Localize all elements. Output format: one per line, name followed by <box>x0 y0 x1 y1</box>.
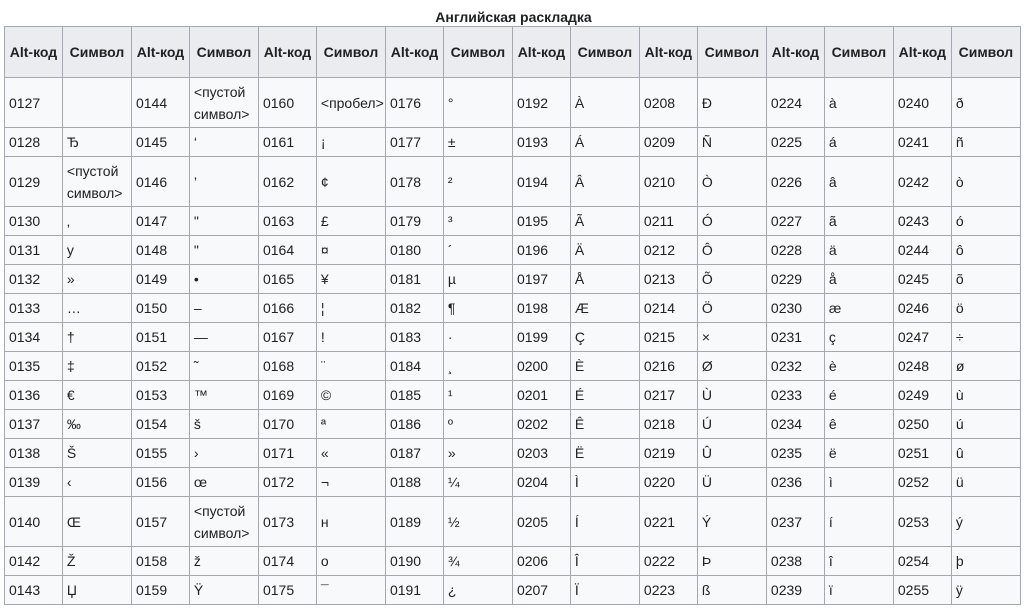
symbol-cell: ù <box>951 381 1020 410</box>
column-header-symbol: Символ <box>697 27 766 78</box>
alt-code-cell: 0165 <box>258 265 316 294</box>
symbol-cell: Á <box>570 128 639 157</box>
alt-code-cell: 0225 <box>766 128 824 157</box>
symbol-cell: £ <box>316 207 385 236</box>
symbol-cell: µ <box>443 265 512 294</box>
symbol-cell: á <box>824 128 893 157</box>
alt-code-cell: 0193 <box>512 128 570 157</box>
symbol-cell: Â <box>570 157 639 207</box>
table-row <box>5 410 1021 439</box>
symbol-cell: å <box>824 265 893 294</box>
symbol-cell: ã <box>824 207 893 236</box>
symbol-cell: — <box>189 323 258 352</box>
alt-code-cell: 0161 <box>258 128 316 157</box>
alt-code-cell: 0163 <box>258 207 316 236</box>
symbol-cell: ¼ <box>443 468 512 497</box>
alt-code-cell: 0199 <box>512 323 570 352</box>
symbol-cell: Ü <box>697 468 766 497</box>
alt-code-cell: 0252 <box>893 468 951 497</box>
symbol-cell: ± <box>443 128 512 157</box>
symbol-cell: Ì <box>570 468 639 497</box>
symbol-cell: у <box>62 236 131 265</box>
table-row <box>5 547 1021 576</box>
alt-code-cell: 0210 <box>639 157 697 207</box>
alt-code-cell: 0215 <box>639 323 697 352</box>
symbol-cell: ÿ <box>951 576 1020 605</box>
alt-code-cell: 0175 <box>258 576 316 605</box>
alt-code-cell: 0232 <box>766 352 824 381</box>
table-row <box>5 128 1021 157</box>
symbol-cell: » <box>443 439 512 468</box>
alt-code-cell: 0241 <box>893 128 951 157</box>
symbol-cell: ‚ <box>62 207 131 236</box>
column-header-alt-code: Alt-код <box>766 27 824 78</box>
alt-code-cell: 0181 <box>385 265 443 294</box>
alt-code-cell: 0156 <box>131 468 189 497</box>
symbol-cell: « <box>316 439 385 468</box>
alt-code-cell: 0139 <box>5 468 63 497</box>
alt-code-cell: 0187 <box>385 439 443 468</box>
alt-code-cell: 0189 <box>385 497 443 547</box>
table-row <box>5 497 1021 547</box>
alt-code-cell: 0248 <box>893 352 951 381</box>
alt-code-cell: 0197 <box>512 265 570 294</box>
alt-code-cell: 0239 <box>766 576 824 605</box>
symbol-cell: ¾ <box>443 547 512 576</box>
symbol-cell: © <box>316 381 385 410</box>
alt-code-cell: 0180 <box>385 236 443 265</box>
symbol-cell: œ <box>189 468 258 497</box>
symbol-cell: • <box>189 265 258 294</box>
table-row <box>5 468 1021 497</box>
alt-code-cell: 0146 <box>131 157 189 207</box>
alt-code-cell: 0218 <box>639 410 697 439</box>
symbol-cell <box>62 78 131 128</box>
symbol-cell: ‰ <box>62 410 131 439</box>
symbol-cell: € <box>62 381 131 410</box>
alt-code-cell: 0224 <box>766 78 824 128</box>
alt-code-cell: 0235 <box>766 439 824 468</box>
symbol-cell: ï <box>824 576 893 605</box>
symbol-cell: <пустой символ> <box>189 78 258 128</box>
alt-code-cell: 0135 <box>5 352 63 381</box>
symbol-cell: Ï <box>570 576 639 605</box>
column-header-alt-code: Alt-код <box>639 27 697 78</box>
table-row <box>5 78 1021 128</box>
table-row <box>5 576 1021 605</box>
alt-code-cell: 0249 <box>893 381 951 410</box>
column-header-symbol: Символ <box>316 27 385 78</box>
symbol-cell: ¥ <box>316 265 385 294</box>
alt-code-cell: 0194 <box>512 157 570 207</box>
alt-code-cell: 0204 <box>512 468 570 497</box>
header-row <box>5 27 1021 78</box>
alt-code-cell: 0245 <box>893 265 951 294</box>
symbol-cell: Ã <box>570 207 639 236</box>
alt-code-cell: 0227 <box>766 207 824 236</box>
symbol-cell: ¦ <box>316 294 385 323</box>
alt-code-cell: 0144 <box>131 78 189 128</box>
symbol-cell: Š <box>62 439 131 468</box>
symbol-cell: ç <box>824 323 893 352</box>
symbol-cell: ¬ <box>316 468 385 497</box>
alt-code-cell: 0246 <box>893 294 951 323</box>
alt-code-cell: 0255 <box>893 576 951 605</box>
symbol-cell: ø <box>951 352 1020 381</box>
symbol-cell: » <box>62 265 131 294</box>
column-header-alt-code: Alt-код <box>131 27 189 78</box>
alt-code-cell: 0209 <box>639 128 697 157</box>
column-header-alt-code: Alt-код <box>385 27 443 78</box>
alt-code-cell: 0169 <box>258 381 316 410</box>
alt-code-cell: 0184 <box>385 352 443 381</box>
alt-code-cell: 0205 <box>512 497 570 547</box>
alt-code-cell: 0236 <box>766 468 824 497</box>
column-header-symbol: Символ <box>951 27 1020 78</box>
symbol-cell: Ù <box>697 381 766 410</box>
symbol-cell: š <box>189 410 258 439</box>
symbol-cell: è <box>824 352 893 381</box>
alt-code-cell: 0167 <box>258 323 316 352</box>
alt-code-cell: 0131 <box>5 236 63 265</box>
symbol-cell: <пробел> <box>316 78 385 128</box>
alt-code-cell: 0179 <box>385 207 443 236</box>
column-header-alt-code: Alt-код <box>893 27 951 78</box>
alt-code-cell: 0198 <box>512 294 570 323</box>
column-header-alt-code: Alt-код <box>512 27 570 78</box>
alt-code-cell: 0186 <box>385 410 443 439</box>
alt-code-cell: 0148 <box>131 236 189 265</box>
symbol-cell: ¨ <box>316 352 385 381</box>
symbol-cell: ½ <box>443 497 512 547</box>
alt-code-cell: 0238 <box>766 547 824 576</box>
alt-code-cell: 0155 <box>131 439 189 468</box>
alt-code-cell: 0242 <box>893 157 951 207</box>
symbol-cell: ñ <box>951 128 1020 157</box>
alt-code-cell: 0200 <box>512 352 570 381</box>
symbol-cell: ý <box>951 497 1020 547</box>
symbol-cell: ß <box>697 576 766 605</box>
symbol-cell: õ <box>951 265 1020 294</box>
symbol-cell: ° <box>443 78 512 128</box>
column-header-symbol: Символ <box>824 27 893 78</box>
alt-code-cell: 0127 <box>5 78 63 128</box>
alt-code-cell: 0237 <box>766 497 824 547</box>
symbol-cell: Æ <box>570 294 639 323</box>
alt-code-cell: 0151 <box>131 323 189 352</box>
symbol-cell: – <box>189 294 258 323</box>
symbol-cell: ü <box>951 468 1020 497</box>
symbol-cell: ¢ <box>316 157 385 207</box>
symbol-cell: ! <box>316 323 385 352</box>
alt-code-cell: 0133 <box>5 294 63 323</box>
symbol-cell: Ë <box>570 439 639 468</box>
alt-code-cell: 0159 <box>131 576 189 605</box>
alt-code-cell: 0164 <box>258 236 316 265</box>
alt-code-cell: 0160 <box>258 78 316 128</box>
alt-code-cell: 0233 <box>766 381 824 410</box>
alt-code-cell: 0132 <box>5 265 63 294</box>
alt-code-cell: 0223 <box>639 576 697 605</box>
symbol-cell: Õ <box>697 265 766 294</box>
alt-code-cell: 0253 <box>893 497 951 547</box>
symbol-cell: ê <box>824 410 893 439</box>
symbol-cell: Ž <box>62 547 131 576</box>
alt-code-cell: 0192 <box>512 78 570 128</box>
symbol-cell: â <box>824 157 893 207</box>
symbol-cell: ‹ <box>62 468 131 497</box>
alt-code-cell: 0217 <box>639 381 697 410</box>
alt-code-cell: 0170 <box>258 410 316 439</box>
alt-code-cell: 0145 <box>131 128 189 157</box>
alt-code-cell: 0191 <box>385 576 443 605</box>
column-header-symbol: Символ <box>62 27 131 78</box>
symbol-cell: È <box>570 352 639 381</box>
alt-code-cell: 0149 <box>131 265 189 294</box>
symbol-cell: ó <box>951 207 1020 236</box>
symbol-cell: <пустой символ> <box>62 157 131 207</box>
alt-code-cell: 0196 <box>512 236 570 265</box>
alt-code-cell: 0190 <box>385 547 443 576</box>
symbol-cell: ˜ <box>189 352 258 381</box>
alt-code-cell: 0174 <box>258 547 316 576</box>
alt-code-cell: 0206 <box>512 547 570 576</box>
symbol-cell: ÷ <box>951 323 1020 352</box>
symbol-cell: ä <box>824 236 893 265</box>
symbol-cell: × <box>697 323 766 352</box>
symbol-cell: ð <box>951 78 1020 128</box>
table-row <box>5 207 1021 236</box>
symbol-cell: ™ <box>189 381 258 410</box>
alt-code-cell: 0244 <box>893 236 951 265</box>
symbol-cell: Å <box>570 265 639 294</box>
alt-code-cell: 0130 <box>5 207 63 236</box>
alt-code-cell: 0158 <box>131 547 189 576</box>
alt-code-cell: 0134 <box>5 323 63 352</box>
alt-code-cell: 0171 <box>258 439 316 468</box>
symbol-cell: é <box>824 381 893 410</box>
alt-code-cell: 0195 <box>512 207 570 236</box>
alt-code-cell: 0142 <box>5 547 63 576</box>
symbol-cell: Î <box>570 547 639 576</box>
symbol-cell: ´ <box>443 236 512 265</box>
alt-code-cell: 0207 <box>512 576 570 605</box>
symbol-cell: Í <box>570 497 639 547</box>
symbol-cell: Џ <box>62 576 131 605</box>
alt-code-cell: 0251 <box>893 439 951 468</box>
symbol-cell: ¹ <box>443 381 512 410</box>
alt-code-cell: 0228 <box>766 236 824 265</box>
alt-code-cell: 0173 <box>258 497 316 547</box>
alt-code-cell: 0168 <box>258 352 316 381</box>
alt-code-cell: 0231 <box>766 323 824 352</box>
alt-code-table <box>4 26 1021 605</box>
alt-code-cell: 0222 <box>639 547 697 576</box>
symbol-cell: ª <box>316 410 385 439</box>
symbol-cell: ¤ <box>316 236 385 265</box>
alt-code-cell: 0203 <box>512 439 570 468</box>
alt-code-cell: 0211 <box>639 207 697 236</box>
symbol-cell: þ <box>951 547 1020 576</box>
alt-code-cell: 0182 <box>385 294 443 323</box>
alt-code-cell: 0216 <box>639 352 697 381</box>
symbol-cell: ì <box>824 468 893 497</box>
alt-code-cell: 0129 <box>5 157 63 207</box>
symbol-cell: Ø <box>697 352 766 381</box>
symbol-cell: û <box>951 439 1020 468</box>
symbol-cell: Þ <box>697 547 766 576</box>
table-row <box>5 439 1021 468</box>
table-row <box>5 265 1021 294</box>
alt-code-cell: 0243 <box>893 207 951 236</box>
symbol-cell: о <box>316 547 385 576</box>
alt-code-cell: 0143 <box>5 576 63 605</box>
alt-code-cell: 0250 <box>893 410 951 439</box>
alt-code-cell: 0212 <box>639 236 697 265</box>
symbol-cell: Ä <box>570 236 639 265</box>
symbol-cell: … <box>62 294 131 323</box>
table-row <box>5 157 1021 207</box>
symbol-cell: † <box>62 323 131 352</box>
alt-code-cell: 0221 <box>639 497 697 547</box>
alt-code-cell: 0254 <box>893 547 951 576</box>
alt-code-cell: 0230 <box>766 294 824 323</box>
alt-code-cell: 0140 <box>5 497 63 547</box>
alt-code-cell: 0128 <box>5 128 63 157</box>
symbol-cell: ë <box>824 439 893 468</box>
alt-code-cell: 0166 <box>258 294 316 323</box>
alt-code-cell: 0226 <box>766 157 824 207</box>
symbol-cell: Ó <box>697 207 766 236</box>
symbol-cell: í <box>824 497 893 547</box>
alt-code-cell: 0213 <box>639 265 697 294</box>
symbol-cell: ³ <box>443 207 512 236</box>
alt-code-cell: 0178 <box>385 157 443 207</box>
symbol-cell: ô <box>951 236 1020 265</box>
alt-code-cell: 0138 <box>5 439 63 468</box>
symbol-cell: н <box>316 497 385 547</box>
symbol-cell: ² <box>443 157 512 207</box>
alt-code-cell: 0234 <box>766 410 824 439</box>
symbol-cell: Û <box>697 439 766 468</box>
alt-code-cell: 0176 <box>385 78 443 128</box>
symbol-cell: ú <box>951 410 1020 439</box>
table-caption: Английская раскладка <box>435 9 592 25</box>
alt-code-cell: 0154 <box>131 410 189 439</box>
symbol-cell: ¡ <box>316 128 385 157</box>
alt-code-cell: 0229 <box>766 265 824 294</box>
alt-code-cell: 0137 <box>5 410 63 439</box>
symbol-cell: ‘ <box>189 128 258 157</box>
symbol-cell: É <box>570 381 639 410</box>
symbol-cell: º <box>443 410 512 439</box>
alt-code-cell: 0208 <box>639 78 697 128</box>
alt-code-cell: 0147 <box>131 207 189 236</box>
symbol-cell: î <box>824 547 893 576</box>
column-header-alt-code: Alt-код <box>258 27 316 78</box>
alt-code-cell: 0153 <box>131 381 189 410</box>
symbol-cell: ò <box>951 157 1020 207</box>
column-header-symbol: Символ <box>443 27 512 78</box>
symbol-cell: Œ <box>62 497 131 547</box>
symbol-cell: ž <box>189 547 258 576</box>
alt-code-cell: 0219 <box>639 439 697 468</box>
alt-code-cell: 0185 <box>385 381 443 410</box>
alt-code-cell: 0136 <box>5 381 63 410</box>
symbol-cell: ¶ <box>443 294 512 323</box>
symbol-cell: Ú <box>697 410 766 439</box>
symbol-cell: Ç <box>570 323 639 352</box>
symbol-cell: ö <box>951 294 1020 323</box>
symbol-cell: Ђ <box>62 128 131 157</box>
symbol-cell: æ <box>824 294 893 323</box>
table-row <box>5 352 1021 381</box>
alt-code-cell: 0220 <box>639 468 697 497</box>
alt-code-cell: 0152 <box>131 352 189 381</box>
symbol-cell: Ý <box>697 497 766 547</box>
symbol-cell: À <box>570 78 639 128</box>
symbol-cell: ‡ <box>62 352 131 381</box>
table-row <box>5 381 1021 410</box>
alt-code-cell: 0201 <box>512 381 570 410</box>
symbol-cell: Ÿ <box>189 576 258 605</box>
symbol-cell: · <box>443 323 512 352</box>
symbol-cell: " <box>189 236 258 265</box>
symbol-cell: à <box>824 78 893 128</box>
symbol-cell: <пустой символ> <box>189 497 258 547</box>
alt-code-cell: 0172 <box>258 468 316 497</box>
symbol-cell: ’ <box>189 157 258 207</box>
symbol-cell: " <box>189 207 258 236</box>
column-header-symbol: Символ <box>189 27 258 78</box>
symbol-cell: ¯ <box>316 576 385 605</box>
symbol-cell: Ð <box>697 78 766 128</box>
alt-code-cell: 0157 <box>131 497 189 547</box>
alt-code-cell: 0202 <box>512 410 570 439</box>
symbol-cell: ¿ <box>443 576 512 605</box>
alt-code-cell: 0188 <box>385 468 443 497</box>
symbol-cell: Ê <box>570 410 639 439</box>
column-header-alt-code: Alt-код <box>5 27 63 78</box>
alt-code-cell: 0247 <box>893 323 951 352</box>
alt-code-cell: 0214 <box>639 294 697 323</box>
symbol-cell: Ô <box>697 236 766 265</box>
alt-code-cell: 0183 <box>385 323 443 352</box>
alt-code-cell: 0177 <box>385 128 443 157</box>
table-row <box>5 294 1021 323</box>
symbol-cell: ¸ <box>443 352 512 381</box>
table-row <box>5 323 1021 352</box>
alt-code-cell: 0240 <box>893 78 951 128</box>
symbol-cell: Ñ <box>697 128 766 157</box>
column-header-symbol: Символ <box>570 27 639 78</box>
symbol-cell: Ò <box>697 157 766 207</box>
table-row <box>5 236 1021 265</box>
symbol-cell: › <box>189 439 258 468</box>
symbol-cell: Ö <box>697 294 766 323</box>
alt-code-cell: 0162 <box>258 157 316 207</box>
alt-code-cell: 0150 <box>131 294 189 323</box>
